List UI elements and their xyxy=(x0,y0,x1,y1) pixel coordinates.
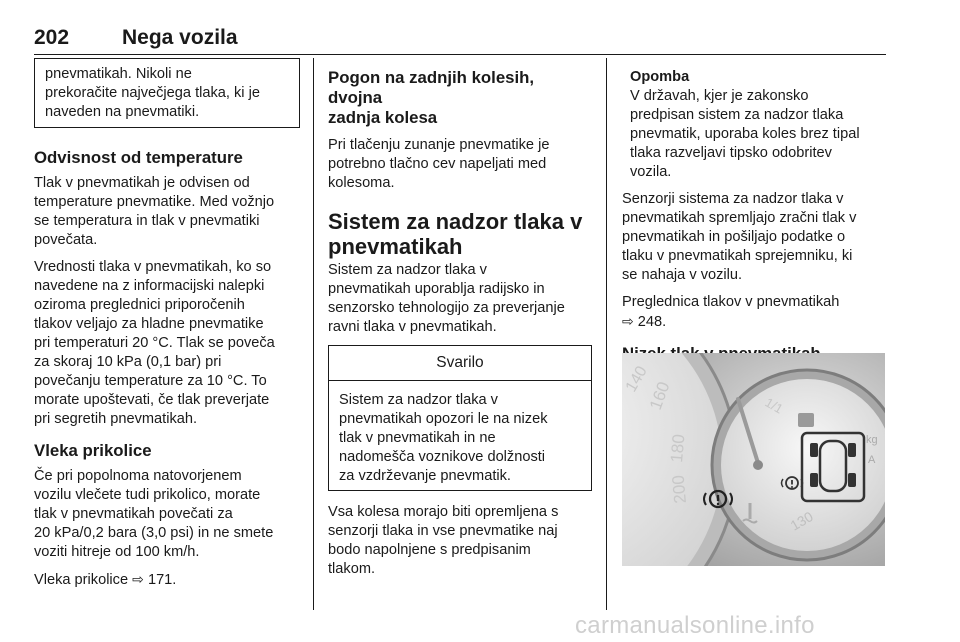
chapter-title: Nega vozila xyxy=(122,26,238,49)
column-middle xyxy=(328,62,592,587)
paragraph: Vsa kolesa morajo biti opremljena s senzorji tlaka in vse pnevmatike naj bodo napolnjene s predpisanim tlakom. xyxy=(328,504,559,577)
speed-label: 140 xyxy=(622,363,651,395)
page-reference-link[interactable]: 171. xyxy=(147,572,177,588)
continued-warning-box xyxy=(34,58,300,128)
temperature-label: 130 xyxy=(787,508,816,534)
heading-tpms: Sistem za nadzor tlaka v pnevmatikah xyxy=(328,209,583,259)
column-left xyxy=(34,62,300,598)
warning-title: Svarilo xyxy=(329,346,591,381)
instrument-cluster-photo xyxy=(622,353,885,566)
heading-rear-wheel-drive: Pogon na zadnjih kolesih, dvojna zadnja kolesa xyxy=(328,68,535,127)
note-title: Opomba xyxy=(630,69,690,85)
paragraph: Vrednosti tlaka v pnevmatikah, ko so navedene na z informacijski nalepki oziroma preglednici priporočenih tlakov veljajo za hladne pnevmatike pri temperaturi 20 °C. Tlak se poveča za skoraj 10 kPa (0,1 bar) pri povečanju temperature za 10 °C. To morate upoštevati, če tlak preverjate pri segretih pnevmatikah. xyxy=(34,259,275,427)
paragraph: Če pri popolnoma natovorjenem vozilu vlečete tudi prikolico, morate tlak v pnevmatikah povečati za 20 kPa/0,2 bara (3,0 psi) in ne smete voziti hitreje od 100 km/h. xyxy=(34,468,274,560)
paragraph: Senzorji sistema za nadzor tlaka v pnevmatikah spremljajo zračni tlak v pnevmatikah in pošiljajo podatke o tlaku v pnevmatikah sprejemniku, ki se nahaja v vozilu. xyxy=(622,191,857,283)
speed-label: 160 xyxy=(645,379,674,413)
column-divider xyxy=(606,58,607,610)
watermark: carmanualsonline.info xyxy=(575,612,815,639)
column-divider xyxy=(313,58,314,610)
page-reference-arrow-icon: ⇨ xyxy=(132,571,144,587)
page-reference-link[interactable]: 248. xyxy=(637,314,667,330)
page-header xyxy=(34,26,886,55)
cross-reference: Preglednica tlakov v pnevmatikah ⇨ 248. xyxy=(622,294,840,330)
text-line: naveden na pnevmatiki. xyxy=(45,104,200,120)
page-number: 202 xyxy=(34,26,70,49)
mode-letter: A xyxy=(868,454,876,466)
cluster-illustration xyxy=(622,353,885,566)
column-right xyxy=(622,62,886,370)
speed-label: 200 xyxy=(668,474,690,505)
warning-box xyxy=(328,345,592,491)
speed-label: 180 xyxy=(667,433,689,464)
paragraph: Pri tlačenju zunanje pnevmatike je potrebno tlačno cev napeljati med kolesoma. xyxy=(328,137,550,191)
note-box: Opomba V državah, kjer je zakonsko predpisan sistem za nadzor tlaka pnevmatik, uporaba koles brez tipal tlaka razveljavi tipsko odobritev vozila. xyxy=(622,68,886,182)
fuel-label: 1/1 xyxy=(762,394,786,417)
cross-reference: Vleka prikolice ⇨ 171. xyxy=(34,571,177,588)
paragraph: Sistem za nadzor tlaka v pnevmatikah uporablja radijsko in senzorsko tehnologijo za preverjanje ravni tlaka v pnevmatikah. xyxy=(328,262,565,335)
warning-body: Sistem za nadzor tlaka v pnevmatikah opozori le na nizek tlak v pnevmatikah in ne nadomešča voznikove dolžnosti za vzdrževanje pnevmatik. xyxy=(339,392,548,484)
paragraph: Tlak v pnevmatikah je odvisen od temperature pnevmatike. Med vožnjo se temperatura in tlak v pnevmatiki povečata. xyxy=(34,175,275,248)
text-line: prekoračite največjega tlaka, ki je xyxy=(45,85,260,101)
heading-temperature: Odvisnost od temperature xyxy=(34,148,243,167)
page-reference-arrow-icon: ⇨ xyxy=(622,313,634,329)
text-line: pnevmatikah. Nikoli ne xyxy=(45,66,192,82)
heading-trailer: Vleka prikolice xyxy=(34,441,152,460)
unit-label: kg xyxy=(866,434,878,446)
